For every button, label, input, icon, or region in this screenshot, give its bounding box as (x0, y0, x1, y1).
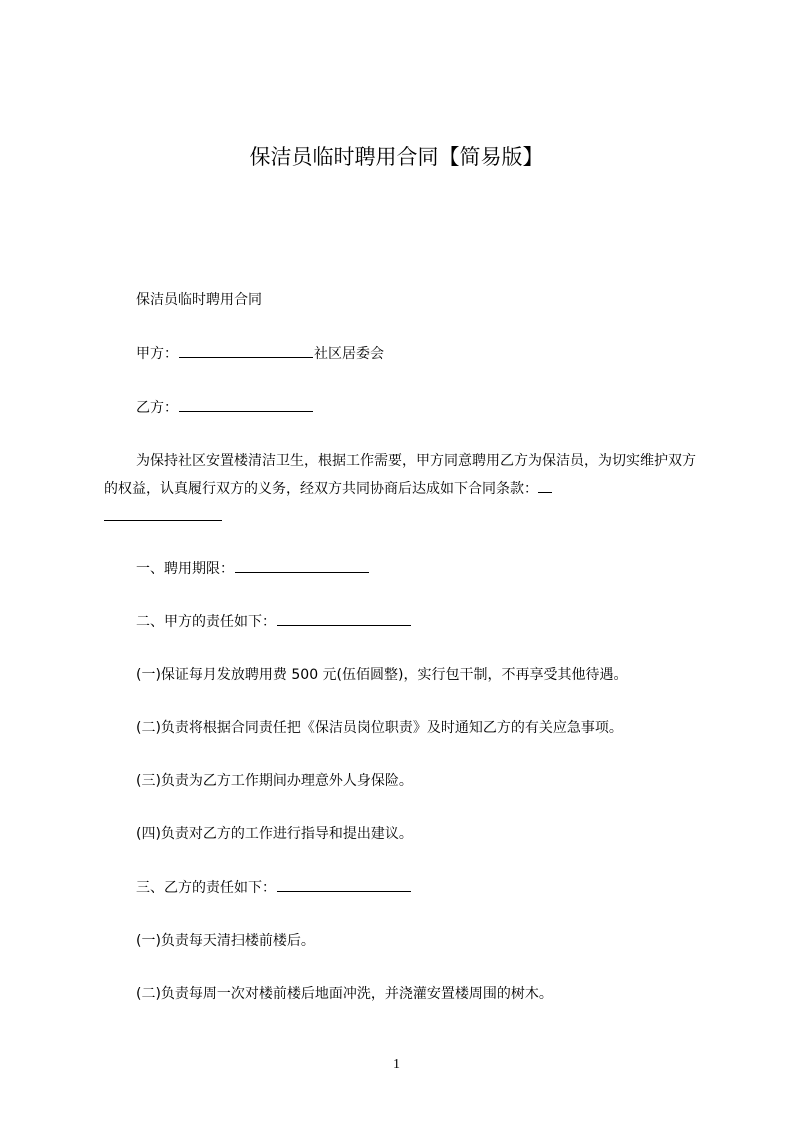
party-a-blank (179, 356, 313, 358)
section-3-item-1: (一)负责每天清扫楼前楼后。 (136, 933, 315, 949)
section-2-item-2: (二)负责将根据合同责任把《保洁员岗位职责》及时通知乙方的有关应急事项。 (136, 720, 623, 736)
intro-blank-continuation (104, 519, 222, 521)
contract-subtitle: 保洁员临时聘用合同 (136, 292, 262, 308)
party-a-label: 甲方： (136, 346, 178, 362)
section-3-item-2: (二)负责每周一次对楼前楼后地面冲洗，并浇灌安置楼周围的树木。 (136, 986, 553, 1002)
party-b-label: 乙方： (136, 400, 178, 416)
section-2-item-1: (一)保证每月发放聘用费 500 元(伍佰圆整)，实行包干制，不再享受其他待遇。 (136, 667, 628, 683)
section-2-blank (277, 624, 411, 626)
section-2-item-4: (四)负责对乙方的工作进行指导和提出建议。 (136, 826, 413, 842)
intro-blank-end (538, 491, 552, 493)
party-b-line (136, 398, 314, 418)
section-3-blank (277, 890, 411, 892)
party-a-line (136, 344, 384, 364)
section-1-label: 一、聘用期限： (136, 561, 234, 577)
party-a-suffix: 社区居委会 (314, 346, 384, 362)
section-2-item-3: (三)负责为乙方工作期间办理意外人身保险。 (136, 773, 413, 789)
intro-paragraph (104, 447, 696, 531)
intro-text: 为保持社区安置楼清洁卫生，根据工作需要，甲方同意聘用乙方为保洁员，为切实维护双方的权益，认真履行双方的义务，经双方共同协商后达成如下合同条款： (104, 453, 696, 497)
section-1-blank (235, 571, 369, 573)
page-number: 1 (393, 1057, 400, 1072)
section-2-label: 二、甲方的责任如下： (136, 614, 276, 630)
document-title: 保洁员临时聘用合同【简易版】 (249, 145, 544, 169)
section-1-heading (136, 559, 370, 579)
party-b-blank (179, 410, 313, 412)
section-3-label: 三、乙方的责任如下： (136, 880, 276, 896)
section-3-heading (136, 878, 412, 898)
section-2-heading (136, 612, 412, 632)
